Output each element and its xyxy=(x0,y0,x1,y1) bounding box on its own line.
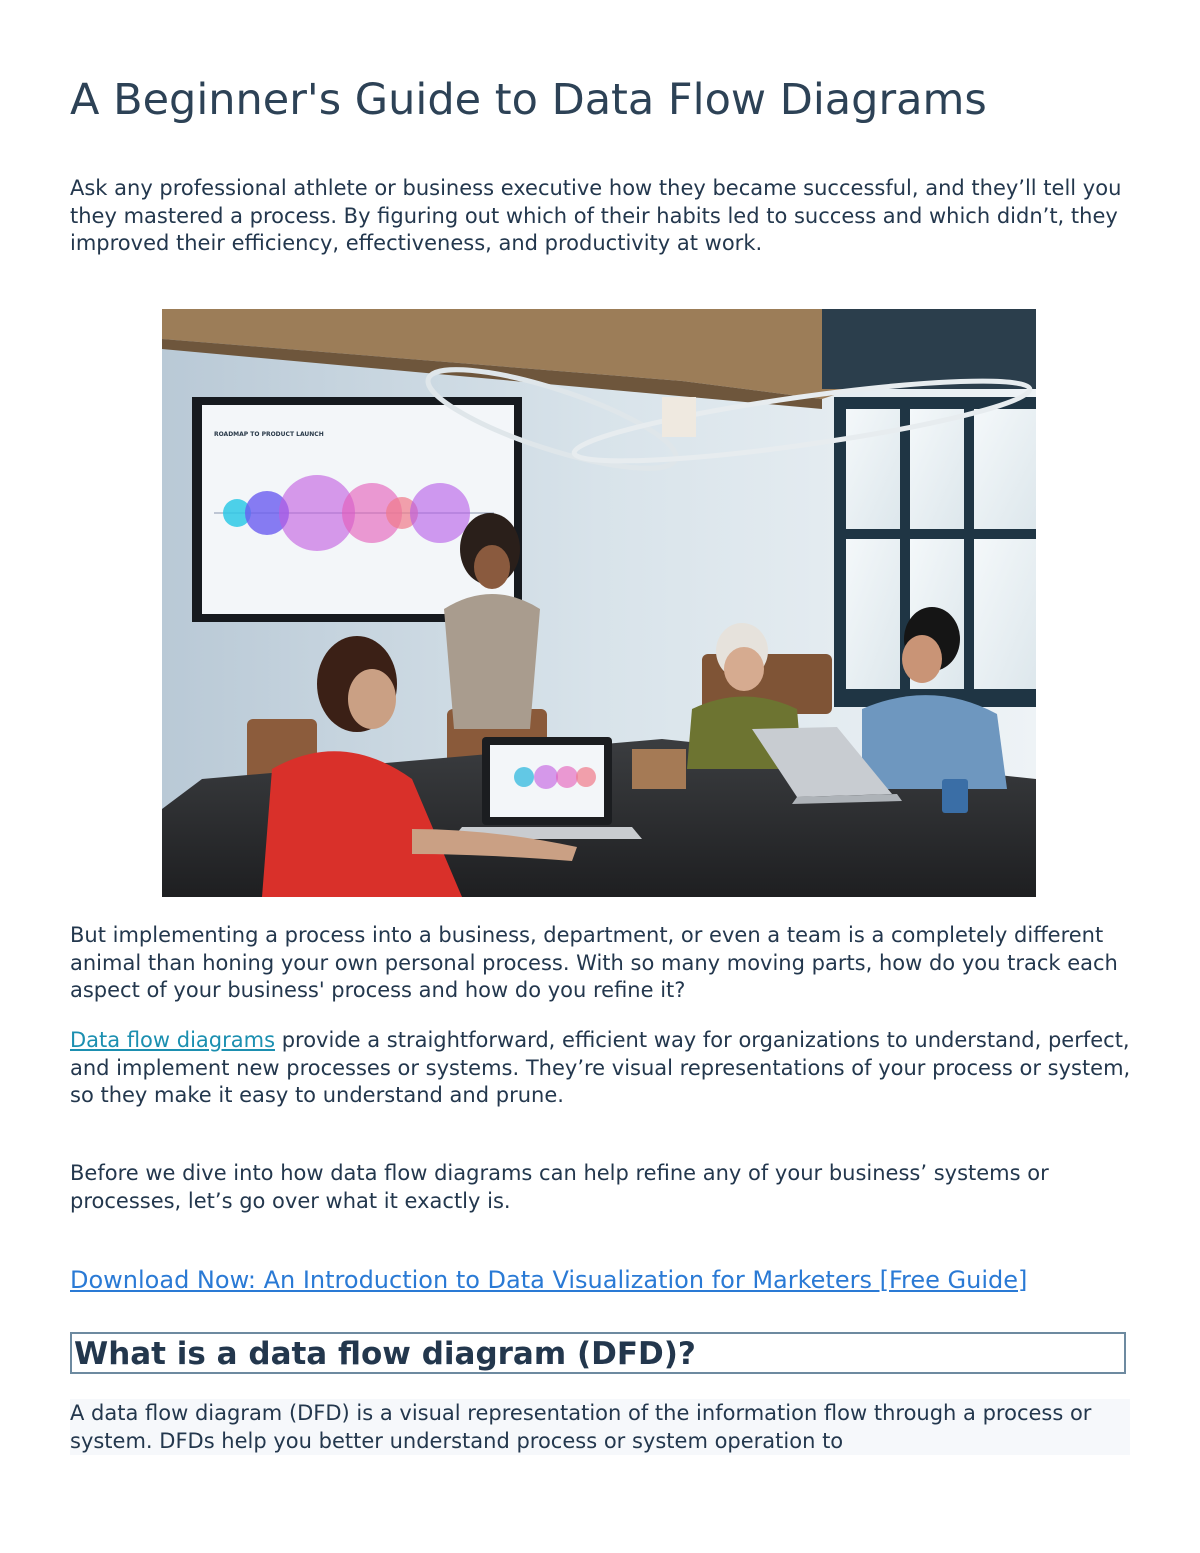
download-guide-link[interactable]: Download Now: An Introduction to Data Visualization for Marketers [Free Guide] xyxy=(70,1266,1028,1294)
intro-paragraph: Ask any professional athlete or business executive how they became successful, and they’ll tell you they mastered a process. By figuring out which of their habits led to success and which didn’t, they improved their efficiency, effectiveness, and productivity at work. xyxy=(70,176,1122,255)
transition-paragraph: Before we dive into how data flow diagrams can help refine any of your business’ systems or processes, let’s go over what it exactly is. xyxy=(70,1161,1049,1213)
section-heading-box xyxy=(70,1332,1126,1374)
section-heading: What is a data flow diagram (DFD)? xyxy=(74,1336,696,1372)
meeting-photo xyxy=(162,309,1036,897)
process-paragraph: But implementing a process into a business, department, or even a team is a completely different animal than honing your own personal process. With so many moving parts, how do you track each aspect of your business' process and how do you refine it? xyxy=(70,923,1118,1002)
data-flow-diagrams-link[interactable]: Data flow diagrams xyxy=(70,1028,276,1052)
dfd-intro-paragraph xyxy=(70,1027,1132,1110)
screen-caption: ROADMAP TO PRODUCT LAUNCH xyxy=(214,431,324,438)
page-title: A Beginner's Guide to Data Flow Diagrams xyxy=(70,75,987,125)
dfd-intro-text: provide a straightforward, efficient way for organizations to understand, perfect, and implement new processes or systems. They’re visual representations of your process or system, so they make it easy to understand and prune. xyxy=(70,1028,1131,1107)
definition-paragraph: A data flow diagram (DFD) is a visual representation of the information flow through a process or system. DFDs help you better understand process or system operation to xyxy=(70,1401,1092,1453)
